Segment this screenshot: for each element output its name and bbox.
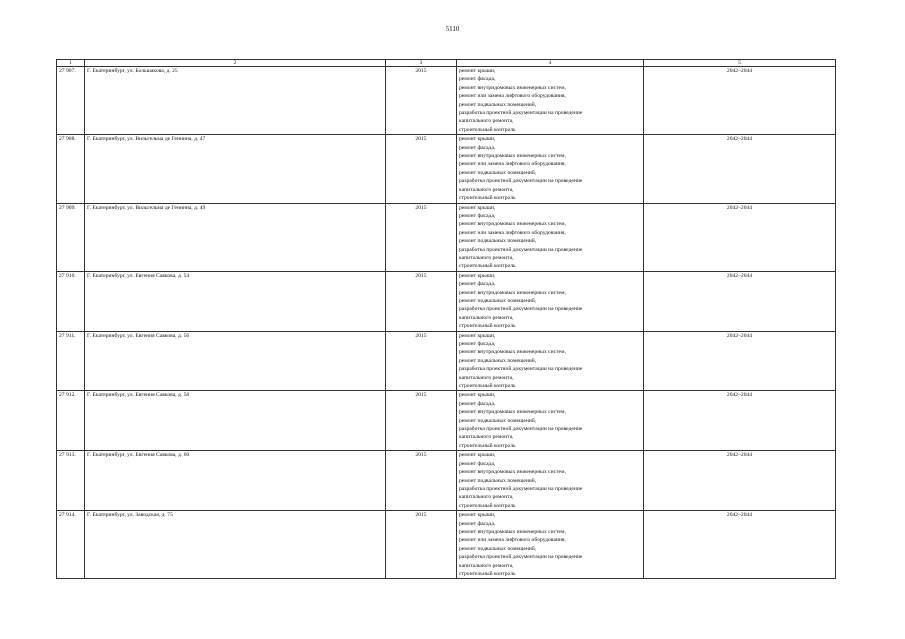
work-item: капитального ремонта, xyxy=(459,374,514,381)
work-item: ремонт или замена лифтового оборудования, xyxy=(459,93,566,100)
work-item: капитального ремонта, xyxy=(459,186,514,193)
work-item: капитального ремонта, xyxy=(459,434,514,441)
year-cell: 2015 xyxy=(386,135,457,203)
period-cell: 2042–2044 xyxy=(644,271,836,331)
work-item: капитального ремонта, xyxy=(459,314,514,321)
year-cell: 2015 xyxy=(386,203,457,271)
work-item: ремонт внутридомовых инженерных систем, xyxy=(459,409,566,416)
work-item: ремонт фасада, xyxy=(459,144,496,151)
column-header-1: 1 xyxy=(57,60,85,67)
address-cell: Г. Екатеринбург, ул. Евгения Савкова, д. 56 xyxy=(85,331,386,391)
period-cell: 2042–2044 xyxy=(644,135,836,203)
year-cell: 2015 xyxy=(386,271,457,331)
work-item: капитального ремонта, xyxy=(459,562,514,569)
work-item: ремонт подвальных помещений, xyxy=(459,417,537,424)
year-cell: 2015 xyxy=(386,67,457,135)
works-cell xyxy=(457,67,644,135)
work-item: ремонт крыши, xyxy=(459,332,496,339)
work-item: строительный контроль xyxy=(459,383,516,390)
column-header-3: 3 xyxy=(386,60,457,67)
work-item: ремонт крыши, xyxy=(459,512,496,519)
works-cell xyxy=(457,511,644,579)
table-row xyxy=(57,135,836,203)
work-item: ремонт фасада, xyxy=(459,76,496,83)
work-item: ремонт или замена лифтового оборудования, xyxy=(459,537,566,544)
work-item: ремонт крыши, xyxy=(459,392,496,399)
works-cell xyxy=(457,331,644,391)
work-item: ремонт крыши, xyxy=(459,204,496,211)
address-cell: Г. Екатеринбург, ул. Евгения Савкова, д. 58 xyxy=(85,391,386,451)
work-item: ремонт подвальных помещений, xyxy=(459,545,537,552)
year-cell: 2015 xyxy=(386,451,457,511)
table-row xyxy=(57,391,836,451)
work-item: разработка проектной документации на проведение xyxy=(459,426,583,433)
address-cell: Г. Екатеринбург, ул. Евгения Савкова, д. 54 xyxy=(85,271,386,331)
row-number-cell: 27 907. xyxy=(57,67,85,135)
work-item: ремонт подвальных помещений, xyxy=(459,297,537,304)
work-item: разработка проектной документации на проведение xyxy=(459,366,583,373)
work-item: ремонт фасада, xyxy=(459,400,496,407)
work-item: разработка проектной документации на проведение xyxy=(459,110,583,117)
table-row xyxy=(57,451,836,511)
work-item: капитального ремонта, xyxy=(459,254,514,261)
row-number-cell: 27 910. xyxy=(57,271,85,331)
work-item: строительный контроль xyxy=(459,195,516,202)
work-item: ремонт подвальных помещений, xyxy=(459,101,537,108)
work-item: капитального ремонта, xyxy=(459,494,514,501)
row-number-cell: 27 914. xyxy=(57,511,85,579)
work-item: ремонт фасада, xyxy=(459,281,496,288)
address-cell: Г. Екатеринбург, ул. Вильгельма де Геннина, д. 47 xyxy=(85,135,386,203)
work-item: ремонт фасада, xyxy=(459,212,496,219)
work-item: ремонт внутридомовых инженерных систем, xyxy=(459,469,566,476)
period-cell: 2042–2044 xyxy=(644,391,836,451)
work-item: ремонт внутридомовых инженерных систем, xyxy=(459,84,566,91)
period-cell: 2042–2044 xyxy=(644,203,836,271)
table-row xyxy=(57,271,836,331)
table-row xyxy=(57,331,836,391)
work-item: ремонт крыши, xyxy=(459,136,496,143)
page-number: 5110 xyxy=(445,25,460,33)
works-cell xyxy=(457,271,644,331)
work-item: ремонт подвальных помещений, xyxy=(459,238,537,245)
work-item: ремонт фасада, xyxy=(459,520,496,527)
address-cell: Г. Екатеринбург, ул. Евгения Савкова, д. 60 xyxy=(85,451,386,511)
table-row xyxy=(57,203,836,271)
work-item: разработка проектной документации на проведение xyxy=(459,178,583,185)
work-item: строительный контроль xyxy=(459,502,516,509)
work-item: разработка проектной документации на проведение xyxy=(459,554,583,561)
table-row xyxy=(57,511,836,579)
table-header-row xyxy=(57,60,836,67)
work-item: ремонт внутридомовых инженерных систем, xyxy=(459,528,566,535)
address-cell: Г. Екатеринбург, ул. Вильгельма де Геннина, д. 49 xyxy=(85,203,386,271)
address-cell: Г. Екатеринбург, ул. Большакова, д. 25 xyxy=(85,67,386,135)
works-cell xyxy=(457,135,644,203)
column-header-4: 4 xyxy=(457,60,644,67)
work-item: разработка проектной документации на проведение xyxy=(459,485,583,492)
work-item: ремонт крыши, xyxy=(459,452,496,459)
period-cell: 2042–2044 xyxy=(644,67,836,135)
row-number-cell: 27 913. xyxy=(57,451,85,511)
work-item: ремонт фасада, xyxy=(459,341,496,347)
work-item: ремонт внутридомовых инженерных систем, xyxy=(459,289,566,296)
period-cell: 2042–2044 xyxy=(644,451,836,511)
work-item: ремонт подвальных помещений, xyxy=(459,477,537,484)
column-header-2: 2 xyxy=(85,60,386,67)
work-item: ремонт внутридомовых инженерных систем, xyxy=(459,349,566,356)
row-number-cell: 27 908. xyxy=(57,135,85,203)
work-item: строительный контроль xyxy=(459,442,516,449)
row-number-cell: 27 911. xyxy=(57,331,85,391)
period-cell: 2042–2044 xyxy=(644,331,836,391)
repair-schedule-table xyxy=(56,59,836,579)
work-item: ремонт подвальных помещений, xyxy=(459,357,537,364)
work-item: ремонт фасада, xyxy=(459,460,496,467)
work-item: капитального ремонта, xyxy=(459,118,514,125)
works-cell xyxy=(457,451,644,511)
work-item: ремонт или замена лифтового оборудования, xyxy=(459,229,566,236)
period-cell: 2042–2044 xyxy=(644,511,836,579)
address-cell: Г. Екатеринбург, ул. Заводская, д. 75 xyxy=(85,511,386,579)
table-row xyxy=(57,67,836,135)
work-item: строительный контроль xyxy=(459,323,516,330)
work-item: ремонт внутридомовых инженерных систем, xyxy=(459,221,566,228)
year-cell: 2015 xyxy=(386,511,457,579)
works-cell xyxy=(457,391,644,451)
work-item: разработка проектной документации на проведение xyxy=(459,246,583,253)
works-cell xyxy=(457,203,644,271)
work-item: строительный контроль xyxy=(459,126,516,133)
year-cell: 2015 xyxy=(386,391,457,451)
year-cell: 2015 xyxy=(386,331,457,391)
work-item: ремонт подвальных помещений, xyxy=(459,169,537,176)
work-item: разработка проектной документации на проведение xyxy=(459,306,583,313)
work-item: строительный контроль xyxy=(459,263,516,270)
column-header-5: 5 xyxy=(644,60,836,67)
work-item: ремонт внутридомовых инженерных систем, xyxy=(459,153,566,160)
work-item: ремонт крыши, xyxy=(459,272,496,279)
work-item: ремонт крыши, xyxy=(459,68,496,74)
row-number-cell: 27 909. xyxy=(57,203,85,271)
row-number-cell: 27 912. xyxy=(57,391,85,451)
work-item: строительный контроль xyxy=(459,570,516,577)
work-item: ремонт или замена лифтового оборудования, xyxy=(459,161,566,168)
